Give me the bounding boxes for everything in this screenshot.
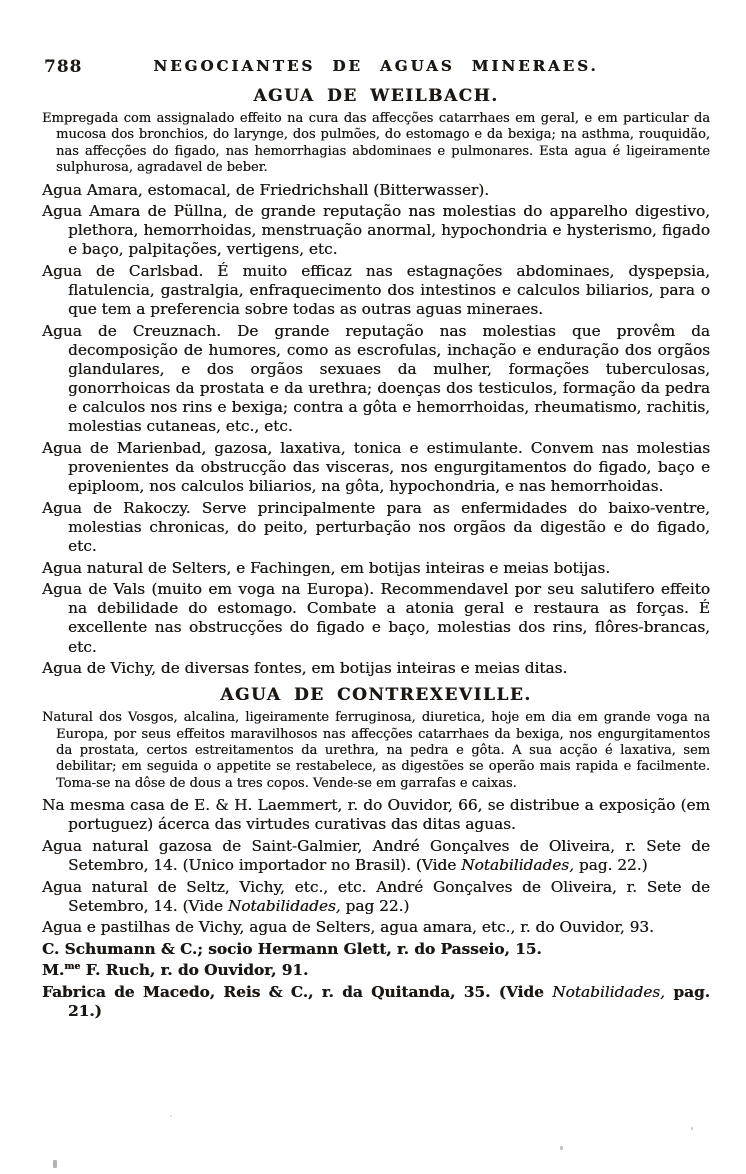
entry-agua-vals: Agua de Vals (muito em voga na Europa). Recommendavel por seu salutifero effeito na debilidade do estomago. Combate a atonia geral e restaura as forças. É excellente nas obstrucções do figado e baço, molestias dos rins, flôres-brancas, etc. [42,580,710,656]
entry-seltz-vichy: Agua natural de Seltz, Vichy, etc., etc. André Gonçalves de Oliveira, r. Sete de Setembro, 14. (Vide Notabilidades, pag 22.) [42,877,710,915]
entry-pastilhas-vichy: Agua e pastilhas de Vichy, agua de Selters, agua amara, etc., r. do Ouvidor, 93. [42,918,654,937]
running-header-title: NEGOCIANTES DE AGUAS MINERAES. [153,57,599,75]
scan-speck [53,1160,57,1168]
entry-agua-creuznach: Agua de Creuznach. De grande reputação nas molestias que provêm da decomposição de humores, como as escrofulas, inchação e enduração dos orgãos glandulares, e dos orgãos sexuaes da mulher, formações tuberculosas, gonorrhoicas da prostata e da urethra; doenças dos testiculos, formação da pedra e calculos nos rins e bexiga; contra a gôta e hemorrhoidas, rheumatismo, rachitis, molestias cutaneas, etc., etc. [42,321,710,436]
entry-laemmert: Na mesma casa de E. & H. Laemmert, r. do Ouvidor, 66, se distribue a exposição (em portuguez) ácerca das virtudes curativas das ditas aguas. [42,796,710,834]
page-header [42,56,710,80]
entry-agua-vichy-fontes: Agua de Vichy, de diversas fontes, em botijas inteiras e meias ditas. [42,659,568,678]
entry-agua-rakoczy: Agua de Rakoczy. Serve principalmente para as enfermidades do baixo-ventre, molestias chronicas, do peito, perturbação nos orgãos da digestão e do figado, etc. [42,498,710,555]
scan-speck [691,1127,693,1130]
scan-speck [170,1115,172,1117]
page-number: 788 [44,57,83,77]
entry-saint-galmier: Agua natural gazosa de Saint-Galmier, André Gonçalves de Oliveira, r. Sete de Setembro, 14. (Unico importador no Brasil). (Vide Notabilidades, pag. 22.) [42,836,710,874]
section-heading-contrexeville: AGUA DE CONTREXEVILLE. [220,685,532,706]
entry-fabrica-macedo: Fabrica de Macedo, Reis & C., r. da Quitanda, 35. (Vide Notabilidades, pag. 21.) [42,983,710,1021]
section-intro-weilbach: Empregada com assignalado effeito na cura das affecções catarrhaes em geral, e em particular da mucosa dos bronchios, do larynge, dos pulmões, do estomago e da bexiga; na asthma, rouquidão, nas affecções do figado, nas hemorrhagias abdominaes e pulmonares. Esta agua é ligeiramente sulphurosa, agradavel de beber. [42,111,710,176]
entry-schumann: C. Schumann & C.; socio Hermann Glett, r. do Passeio, 15. [42,939,542,958]
entry-agua-amara-pullna: Agua Amara de Püllna, de grande reputação nas molestias do apparelho digestivo, plethora, hemorrhoidas, menstruação anormal, hypochondria e hysterismo, figado e baço, palpitações, vertigens, etc. [42,202,710,259]
scan-speck [560,1146,563,1150]
entry-agua-selters-fachingen: Agua natural de Selters, e Fachingen, em botijas inteiras e meias botijas. [42,558,611,577]
entry-agua-amara-friedrichshall: Agua Amara, estomacal, de Friedrichshall (Bitterwasser). [42,180,490,199]
section-heading-weilbach: AGUA DE WEILBACH. [253,86,499,106]
entry-agua-carlsbad: Agua de Carlsbad. É muito efficaz nas estagnações abdominaes, dyspepsia, flatulencia, gastralgia, enfraquecimento dos intestinos e calculos biliarios, para o que tem a preferencia sobre todas as outras aguas mineraes. [42,261,710,319]
section-intro-contrexeville: Natural dos Vosgos, alcalina, ligeiramente ferruginosa, diuretica, hoje em dia em grande voga na Europa, por seus effeitos maravilhosos nas affecções catarrhaes da bexiga, nos engurgitamentos da prostata, certos estreitamentos da urethra, na pedra e gôta. A sua acção é laxativa, sem debilitar; em seguida o appetite se restabelece, as digestões se operão mais rapida e facilmente. Toma-se na dôse de dous a tres copos. Vende-se em garrafas e caixas. [42,710,710,791]
entry-agua-marienbad: Agua de Marienbad, gazosa, laxativa, tonica e estimulante. Convem nas molestias provenientes da obstrucção das visceras, nos engurgitamentos do figado, baço e epiploom, nos calculos biliarios, na gôta, hypochondria, e nas hemorrhoidas. [42,438,710,496]
entry-ruch: M.$^{me}$ F. Ruch, r. do Ouvidor, 91. [42,961,309,980]
